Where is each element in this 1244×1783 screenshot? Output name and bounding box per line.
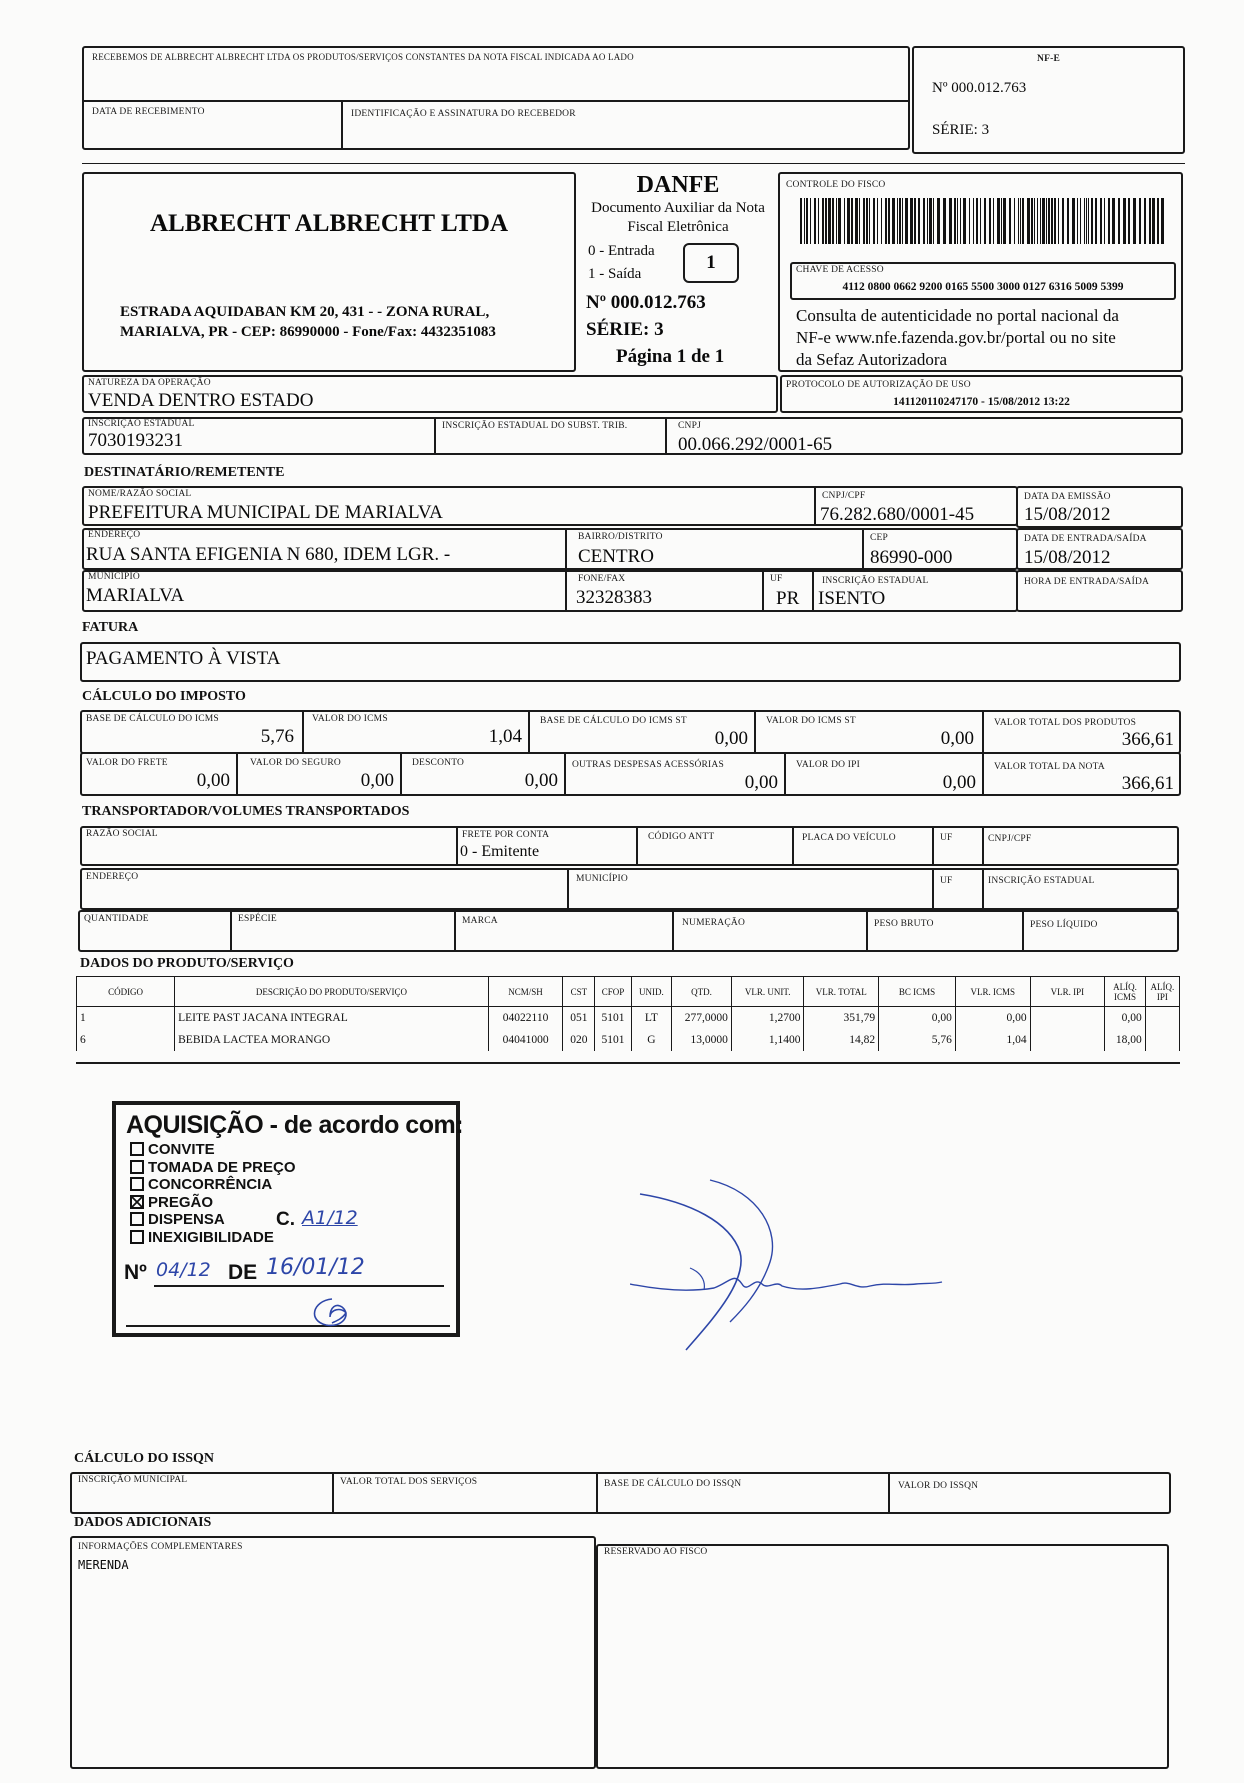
products-table [76, 976, 1180, 1051]
divider [888, 1472, 890, 1514]
reserved-box [596, 1544, 1169, 1769]
products-bottom-border [76, 1062, 1180, 1064]
divider [230, 910, 232, 952]
signature [630, 1172, 950, 1362]
cell-cfop: 5101 [595, 1007, 631, 1029]
cut-line [82, 163, 1185, 164]
cell-icms-value: 0,00 [955, 1007, 1030, 1029]
ipi-label: VALOR DO IPI [796, 760, 860, 770]
qty-label: QUANTIDADE [84, 914, 149, 924]
divider [528, 710, 530, 754]
divider [814, 486, 816, 526]
discount-label: DESCONTO [412, 758, 465, 768]
col-header-icms-rate: ALÍQ. ICMS [1105, 977, 1146, 1007]
divider [596, 1472, 598, 1514]
danfe-series: SÉRIE: 3 [586, 319, 664, 340]
col-header-cst: CST [563, 977, 595, 1007]
other-value: 0,00 [744, 772, 778, 793]
checked-box-icon [130, 1195, 144, 1209]
divider [456, 826, 458, 866]
divider [665, 417, 667, 455]
stamp-date-line [154, 1285, 444, 1287]
recipient-address-label: ENDEREÇO [88, 530, 141, 540]
carrier-address-label: ENDEREÇO [86, 872, 139, 882]
stamp-no-label: Nº [124, 1261, 147, 1284]
stamp-de-value: 16/01/12 [266, 1255, 365, 1280]
emitter-cnpj-label: CNPJ [678, 421, 701, 431]
stamp-option [130, 1229, 274, 1246]
freight-label: VALOR DO FRETE [86, 758, 168, 768]
products-body [77, 1007, 1180, 1051]
divider [812, 570, 814, 612]
cell-icms-value: 1,04 [955, 1029, 1030, 1051]
icms-st-label: VALOR DO ICMS ST [766, 716, 856, 726]
insurance-value: 0,00 [360, 770, 394, 791]
additional-section-title: DADOS ADICIONAIS [74, 1515, 212, 1530]
danfe-entry-label: 0 - Entrada [588, 243, 655, 259]
consult-line-3: da Sefaz Autorizadora [796, 350, 948, 369]
checkbox-icon [130, 1230, 144, 1244]
divider [932, 868, 934, 910]
cell-code: 6 [77, 1029, 175, 1051]
col-header-total-value: VLR. TOTAL [804, 977, 879, 1007]
cell-icms-rate: 0,00 [1105, 1007, 1146, 1029]
cell-unit: G [631, 1029, 672, 1051]
receipt-number: Nº 000.012.763 [932, 80, 1027, 96]
cell-bc-icms: 0,00 [879, 1007, 956, 1029]
divider [341, 100, 343, 150]
recipient-phone-label: FONE/FAX [578, 574, 626, 584]
divider [982, 752, 984, 796]
issqn-section-title: CÁLCULO DO ISSQN [74, 1451, 215, 1466]
divider [236, 752, 238, 796]
col-header-ipi-value: VLR. IPI [1030, 977, 1105, 1007]
col-header-unit-value: VLR. UNIT. [731, 977, 804, 1007]
divider [302, 710, 304, 754]
plate-label: PLACA DO VEÍCULO [802, 833, 896, 843]
receipt-series: SÉRIE: 3 [932, 122, 990, 138]
divider [862, 528, 864, 570]
freight-by-label: FRETE POR CONTA [462, 830, 550, 840]
brand-label: MARCA [462, 916, 498, 926]
icms-label: VALOR DO ICMS [312, 714, 388, 724]
stamp-c-value: A1/12 [302, 1207, 358, 1229]
base-icms-st-value: 0,00 [714, 728, 748, 749]
divider [454, 910, 456, 952]
table-row [77, 1007, 1180, 1029]
recipient-section-title: DESTINATÁRIO/REMETENTE [84, 465, 285, 480]
recipient-address-value: RUA SANTA EFIGENIA N 680, IDEM LGR. - [86, 544, 451, 565]
recipient-city-value: MARIALVA [86, 585, 185, 606]
total-products-value: 366,61 [1121, 729, 1174, 750]
cell-cst: 051 [563, 1007, 595, 1029]
total-note-value: 366,61 [1121, 773, 1174, 794]
gross-weight-label: PESO BRUTO [874, 919, 934, 929]
cell-cst: 020 [563, 1029, 595, 1051]
time-label: HORA DE ENTRADA/SAÍDA [1024, 577, 1150, 587]
access-key-label: CHAVE DE ACESSO [796, 265, 884, 275]
col-header-qty: QTD. [672, 977, 732, 1007]
kind-label: ESPÉCIE [238, 914, 277, 924]
emitter-address-line1: ESTRADA AQUIDABAN KM 20, 431 - - ZONA RURAL, [120, 304, 490, 320]
recipient-phone-value: 32328383 [576, 587, 652, 608]
col-header-cfop: CFOP [595, 977, 631, 1007]
cell-ipi-value [1030, 1029, 1105, 1051]
recipient-district-value: CENTRO [578, 546, 654, 567]
recipient-cep-label: CEP [870, 533, 889, 543]
danfe-title: DANFE [636, 172, 720, 198]
additional-info-label: INFORMAÇÕES COMPLEMENTARES [78, 1542, 243, 1552]
danfe-subtitle-1: Documento Auxiliar da Nota [591, 200, 765, 216]
stamp-option [130, 1211, 225, 1228]
table-row [77, 1029, 1180, 1051]
divider [982, 826, 984, 866]
cell-qty: 277,0000 [672, 1007, 732, 1029]
col-header-ncm: NCM/SH [488, 977, 563, 1007]
cell-qty: 13,0000 [672, 1029, 732, 1051]
transport-row-2 [80, 868, 1179, 910]
danfe-type-value: 1 [706, 252, 716, 273]
cell-ipi-rate [1145, 1029, 1179, 1051]
col-header-icms-value: VLR. ICMS [955, 977, 1030, 1007]
nature-label: NATUREZA DA OPERAÇÃO [88, 378, 211, 388]
numbering-label: NUMERAÇÃO [682, 918, 746, 928]
icms-st-value: 0,00 [940, 728, 974, 749]
cell-total-value: 14,82 [804, 1029, 879, 1051]
protocol-label: PROTOCOLO DE AUTORIZAÇÃO DE USO [786, 380, 971, 390]
receipt-signature-label: IDENTIFICAÇÃO E ASSINATURA DO RECEBEDOR [351, 109, 576, 119]
antt-label: CÓDIGO ANTT [648, 832, 715, 842]
barcode [800, 198, 1168, 244]
divider [332, 1472, 334, 1514]
protocol-value: 141120110247170 - 15/08/2012 13:22 [893, 396, 1070, 408]
total-products-label: VALOR TOTAL DOS PRODUTOS [994, 718, 1137, 728]
carrier-cnpj-label: CNPJ/CPF [988, 834, 1032, 844]
products-section-title: DADOS DO PRODUTO/SERVIÇO [80, 956, 294, 971]
freight-value: 0,00 [196, 770, 230, 791]
insurance-label: VALOR DO SEGURO [250, 758, 341, 768]
divider [565, 570, 567, 612]
tax-row-2 [80, 752, 1181, 796]
cell-unit-value: 1,2700 [731, 1007, 804, 1029]
danfe-exit-label: 1 - Saída [588, 266, 642, 282]
emitter-box [82, 172, 576, 372]
checkbox-icon [130, 1177, 144, 1191]
danfe-number: Nº 000.012.763 [586, 292, 706, 313]
cell-description: LEITE PAST JACANA INTEGRAL [175, 1007, 489, 1029]
receipt-nfe-label: NF-E [1037, 54, 1060, 64]
divider [982, 868, 984, 910]
access-key-value: 4112 0800 0662 9200 0165 5500 3000 0127 6316 5009 5399 [842, 281, 1124, 293]
services-total-label: VALOR TOTAL DOS SERVIÇOS [340, 1477, 478, 1487]
stamp-option-label: INEXIGIBILIDADE [148, 1228, 274, 1246]
divider [792, 826, 794, 866]
divider [82, 100, 910, 102]
stamp-option [130, 1141, 215, 1158]
divider [564, 752, 566, 796]
transport-row-1 [80, 826, 1179, 866]
stamp-c-label: C. [276, 1209, 295, 1230]
base-icms-label: BASE DE CÁLCULO DO ICMS [86, 714, 219, 724]
receipt-date-label: DATA DE RECEBIMENTO [92, 107, 205, 117]
issue-date-value: 15/08/2012 [1024, 504, 1111, 525]
divider [866, 910, 868, 952]
stamp-option-label: CONCORRÊNCIA [148, 1176, 273, 1193]
cell-bc-icms: 5,76 [879, 1029, 956, 1051]
checkbox-icon [130, 1212, 144, 1226]
carrier-uf-label: UF [940, 833, 953, 843]
stamp-option-label: CONVITE [148, 1141, 215, 1158]
st-reg-label: INSCRIÇÃO ESTADUAL DO SUBST. TRIB. [442, 421, 628, 431]
products-header-row [77, 977, 1180, 1007]
other-label: OUTRAS DESPESAS ACESSÓRIAS [572, 760, 724, 770]
additional-info-value: MERENDA [78, 1558, 129, 1572]
col-header-unit: UNID. [631, 977, 672, 1007]
consult-line-1: Consulta de autenticidade no portal nacional da [796, 306, 1119, 325]
cell-total-value: 351,79 [804, 1007, 879, 1029]
recipient-state-reg-value: ISENTO [818, 588, 886, 609]
stamp-no-value: 04/12 [156, 1259, 211, 1281]
state-reg-row [82, 417, 1183, 455]
carrier-uf2-label: UF [940, 876, 953, 886]
emitter-cnpj-value: 00.066.292/0001-65 [678, 434, 833, 455]
stamp-signature-line [126, 1325, 450, 1327]
fiscal-control-label: CONTROLE DO FISCO [786, 180, 886, 190]
reserved-label: RESERVADO AO FISCO [604, 1547, 708, 1557]
carrier-name-label: RAZÃO SOCIAL [86, 829, 158, 839]
base-icms-st-label: BASE DE CÁLCULO DO ICMS ST [540, 716, 687, 726]
ipi-value: 0,00 [942, 772, 976, 793]
cell-unit-value: 1,1400 [731, 1029, 804, 1051]
stamp-option [130, 1194, 213, 1211]
total-note-label: VALOR TOTAL DA NOTA [994, 762, 1105, 772]
stamp-option-label: TOMADA DE PREÇO [148, 1158, 296, 1176]
acquisition-stamp [112, 1101, 464, 1337]
stamp-initials [302, 1295, 362, 1331]
divider [400, 752, 402, 796]
invoice-value: PAGAMENTO À VISTA [86, 648, 281, 669]
recipient-district-label: BAIRRO/DISTRITO [578, 532, 663, 542]
col-header-description: DESCRIÇÃO DO PRODUTO/SERVIÇO [175, 977, 489, 1007]
issqn-base-label: BASE DE CÁLCULO DO ISSQN [604, 1479, 742, 1489]
cell-cfop: 5101 [595, 1029, 631, 1051]
divider [565, 528, 567, 570]
municipal-reg-label: INSCRIÇÃO MUNICIPAL [78, 1475, 188, 1485]
emitter-address-line2: MARIALVA, PR - CEP: 86990000 - Fone/Fax: 4432351083 [120, 324, 496, 340]
stamp-option-label: DISPENSA [148, 1211, 225, 1228]
stamp-option [130, 1159, 296, 1176]
emitter-name: ALBRECHT ALBRECHT LTDA [150, 210, 508, 237]
cell-unit: LT [631, 1007, 672, 1029]
entry-date-value: 15/08/2012 [1024, 547, 1111, 568]
base-icms-value: 5,76 [260, 726, 294, 747]
checkbox-icon [130, 1142, 144, 1156]
col-header-code: CÓDIGO [77, 977, 175, 1007]
additional-info-box [70, 1536, 596, 1769]
divider [636, 826, 638, 866]
cell-code: 1 [77, 1007, 175, 1029]
divider [762, 570, 764, 612]
issqn-value-label: VALOR DO ISSQN [898, 1481, 979, 1491]
net-weight-label: PESO LÍQUIDO [1030, 920, 1098, 930]
tax-section-title: CÁLCULO DO IMPOSTO [82, 689, 246, 704]
col-header-bc-icms: BC ICMS [879, 977, 956, 1007]
receipt-statement: RECEBEMOS DE ALBRECHT ALBRECHT LTDA OS PRODUTOS/SERVIÇOS CONSTANTES DA NOTA FISCAL INDICADA AO LADO [92, 52, 634, 62]
cell-ipi-value [1030, 1007, 1105, 1029]
cell-ncm: 04041000 [488, 1029, 563, 1051]
divider [672, 910, 674, 952]
divider [784, 752, 786, 796]
stamp-heading: AQUISIÇÃO - de acordo com: [126, 1111, 464, 1139]
icms-value: 1,04 [488, 726, 522, 747]
invoice-section-title: FATURA [82, 620, 139, 635]
entry-date-label: DATA DE ENTRADA/SAÍDA [1024, 534, 1147, 544]
divider [982, 710, 984, 754]
divider [434, 417, 436, 455]
danfe-page: Página 1 de 1 [616, 346, 725, 367]
carrier-city-label: MUNICÍPIO [576, 874, 628, 884]
carrier-state-reg-label: INSCRIÇÃO ESTADUAL [988, 876, 1095, 886]
recipient-cep-value: 86990-000 [870, 547, 953, 568]
stamp-option-label: PREGÃO [148, 1193, 214, 1211]
cell-ipi-rate [1145, 1007, 1179, 1029]
divider [567, 868, 569, 910]
recipient-state-reg-label: INSCRIÇÃO ESTADUAL [822, 576, 929, 586]
consult-line-2: NF-e www.nfe.fazenda.gov.br/portal ou no site [796, 328, 1116, 347]
recipient-cnpj-label: CNPJ/CPF [822, 491, 866, 501]
nature-value: VENDA DENTRO ESTADO [88, 390, 314, 411]
recipient-city-label: MUNICÍPIO [88, 572, 140, 582]
stamp-de-label: DE [228, 1261, 258, 1284]
danfe-subtitle-2: Fiscal Eletrônica [627, 219, 729, 235]
recipient-cnpj-value: 76.282.680/0001-45 [820, 504, 975, 525]
discount-value: 0,00 [524, 770, 558, 791]
col-header-ipi-rate: ALÍQ. IPI [1145, 977, 1179, 1007]
recipient-uf-label: UF [770, 574, 783, 584]
divider [932, 826, 934, 866]
transport-section-title: TRANSPORTADOR/VOLUMES TRANSPORTADOS [82, 804, 410, 819]
stamp-option [130, 1176, 272, 1193]
recipient-uf-value: PR [776, 588, 800, 609]
cell-icms-rate: 18,00 [1105, 1029, 1146, 1051]
state-reg-label: INSCRIÇÃO ESTADUAL [88, 419, 195, 429]
checkbox-icon [130, 1160, 144, 1174]
divider [1022, 910, 1024, 952]
state-reg-value: 7030193231 [88, 430, 183, 451]
cell-ncm: 04022110 [488, 1007, 563, 1029]
recipient-name-value: PREFEITURA MUNICIPAL DE MARIALVA [88, 502, 443, 523]
issue-date-label: DATA DA EMISSÃO [1024, 492, 1111, 502]
divider [754, 710, 756, 754]
freight-by-value: 0 - Emitente [460, 843, 540, 860]
recipient-name-label: NOME/RAZÃO SOCIAL [88, 489, 192, 499]
cell-description: BEBIDA LACTEA MORANGO [175, 1029, 489, 1051]
